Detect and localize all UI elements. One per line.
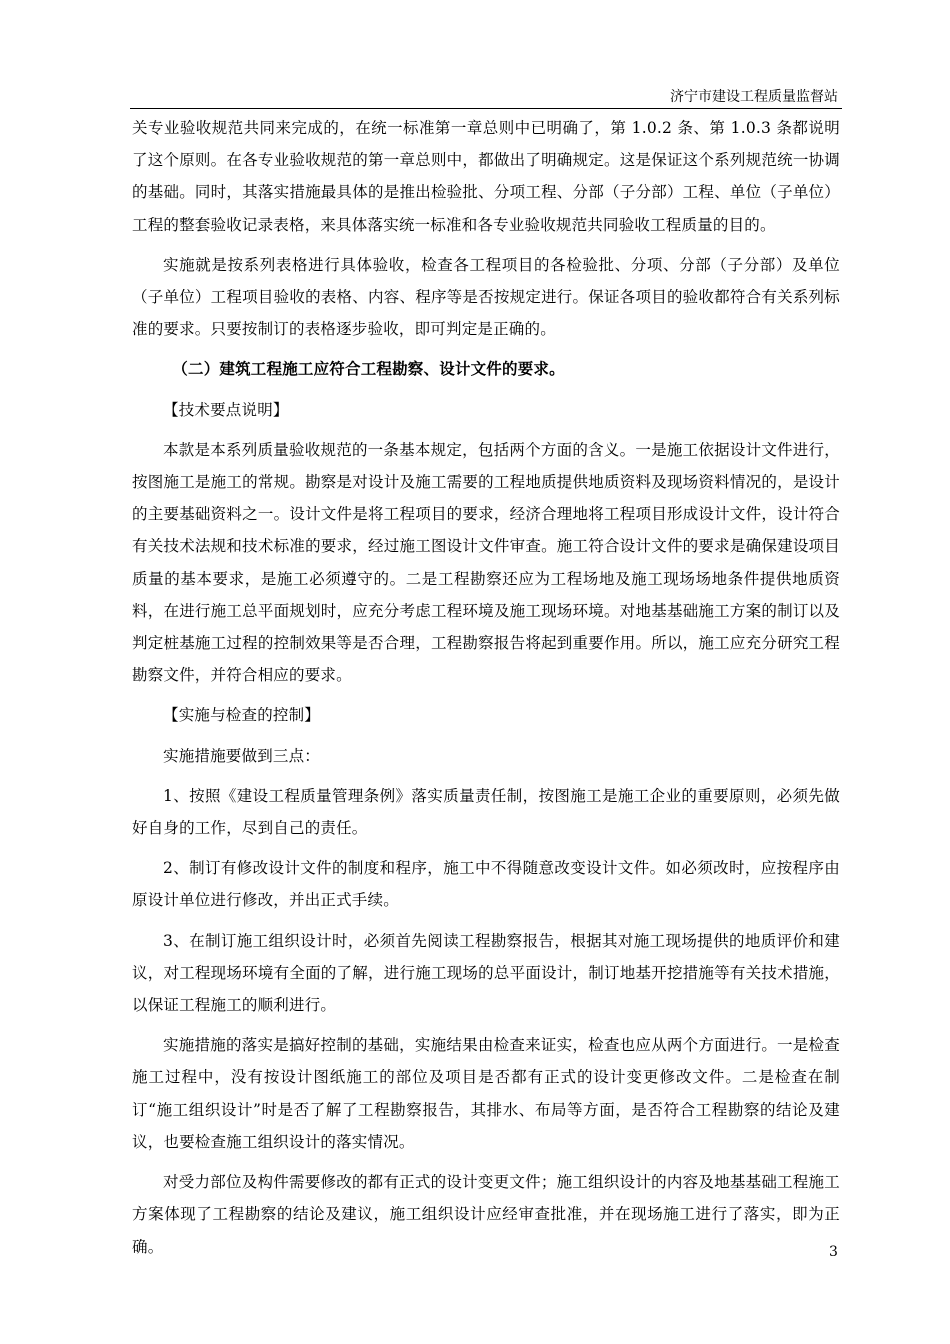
- paragraph-conclusion: 对受力部位及构件需要修改的都有正式的设计变更文件；施工组织设计的内容及地基基础工程施工方案体现了工程勘察的结论及建议，施工组织设计应经审查批准，并在现场施工进行了落实，即为正确。: [132, 1173, 840, 1256]
- subheading-implementation-control: 【实施与检查的控制】: [163, 706, 321, 725]
- paragraph-implementation: 实施就是按系列表格进行具体验收，检查各工程项目的各检验批、分项、分部（子分部）及单位（子单位）工程项目验收的表格、内容、程序等是否按规定进行。保证各项目的验收都符合有关系列标准的要求。只要按制订的表格逐步验收，即可判定是正确的。: [132, 255, 840, 339]
- paragraph-three-points: 实施措施要做到三点：: [163, 746, 321, 765]
- paragraph-technical-explanation: 本款是本系列质量验收规范的一条基本规定，包括两个方面的含义。一是施工依据设计文件进行，按图施工是施工的常规。勘察是对设计及施工需要的工程地质提供地质资料及现场资料情况的，是设计的主要基础资料之一。设计文件是将工程项目的要求，经济合理地将工程项目形成设计文件，设计符合有关技术法规和技术标准的要求，经过施工图设计文件审查。施工符合设计文件的要求是确保建设项目质量的基本要求，是施工必须遵守的。二是工程勘察还应为工程场地及施工现场场地条件提供地质资料，在进行施工总平面规划时，应充分考虑工程环境及施工现场环境。对地基基础施工方案的制订以及判定桩基施工过程的控制效果等是否合理，工程勘察报告将起到重要作用。所以，施工应充分研究工程勘察文件，并符合相应的要求。: [132, 440, 840, 685]
- page-header: [130, 86, 842, 109]
- section-heading: （二）建筑工程施工应符合工程勘察、设计文件的要求。: [172, 359, 565, 379]
- list-item-2: 2、制订有修改设计文件的制度和程序，施工中不得随意改变设计文件。如必须改时，应按程序由原设计单位进行修改，并出正式手续。: [132, 859, 840, 910]
- list-item-1: 1、按照《建设工程质量管理条例》落实质量责任制，按图施工是施工企业的重要原则，必须先做好自身的工作，尽到自己的责任。: [132, 786, 840, 838]
- paragraph-continuation: 关专业验收规范共同来完成的，在统一标准第一章总则中已明确了，第 1.0.2 条、第 1.0.3 条都说明了这个原则。在各专业验收规范的第一章总则中，都做出了明确规定。这是保证这个系列规范统一协调的基础。同时，其落实措施最具体的是推出检验批、分项工程、分部（子分部）工程、单位（子单位）工程的整套验收记录表格，来具体落实统一标准和各专业验收规范共同验收工程质量的目的。: [132, 119, 840, 234]
- list-item-3: 3、在制订施工组织设计时，必须首先阅读工程勘察报告，根据其对施工现场提供的地质评价和建议，对工程现场环境有全面的了解，进行施工现场的总平面设计，制订地基开挖措施等有关技术措施，以保证工程施工的顺利进行。: [132, 931, 840, 1015]
- subheading-technical-points: 【技术要点说明】: [163, 400, 289, 419]
- header-org-name: 济宁市建设工程质量监督站: [670, 89, 838, 105]
- document-body: [132, 112, 840, 1271]
- paragraph-inspection: 实施措施的落实是搞好控制的基础，实施结果由检查来证实，检查也应从两个方面进行。一是检查施工过程中，没有按设计图纸施工的部位及项目是否都有正式的设计变更修改文件。二是检查在制订“施工组织设计”时是否了解了工程勘察报告，其排水、布局等方面，是否符合工程勘察的结论及建议，也要检查施工组织设计的落实情况。: [132, 1036, 840, 1151]
- page-number: 3: [829, 1244, 838, 1260]
